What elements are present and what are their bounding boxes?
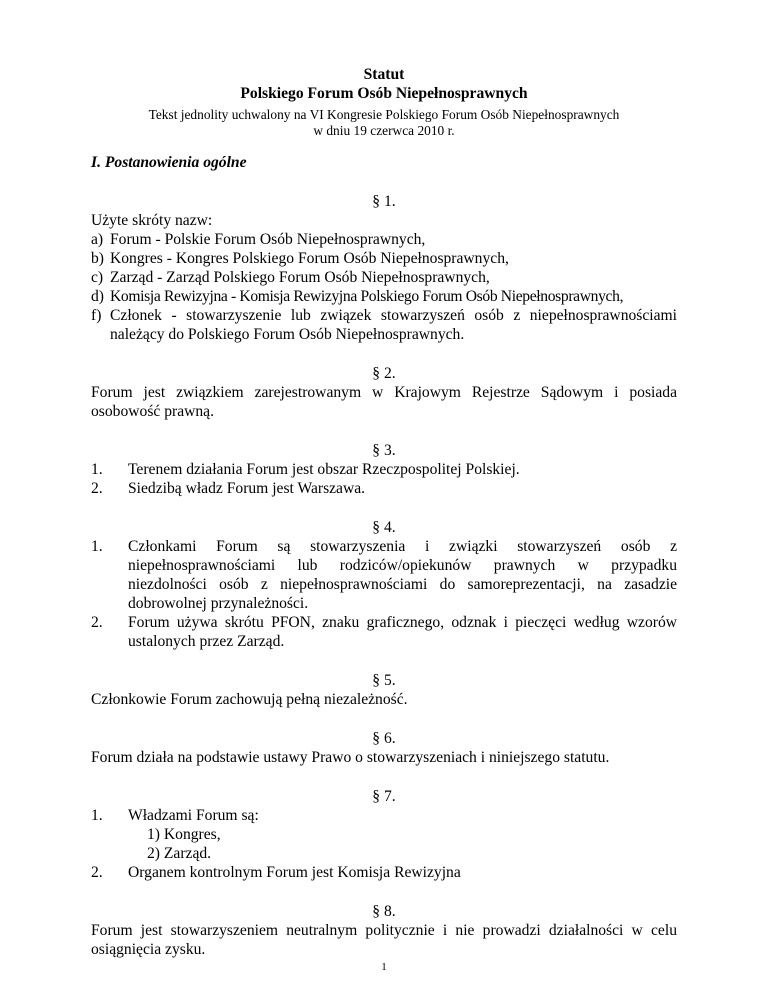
document-subtitle: Polskiego Forum Osób Niepełnosprawnych: [240, 85, 528, 102]
paragraph-4-number: § 4.: [372, 519, 396, 536]
list-item-text: Komisja Rewizyjna - Komisja Rewizyjna Polskiego Forum Osób Niepełnosprawnych,: [110, 288, 624, 305]
list-item-text: Forum używa skrótu PFON, znaku graficznego, odznak i pieczęci według wzorów: [128, 614, 677, 631]
list-label: b): [91, 250, 104, 267]
list-item-text: Członek - stowarzyszenie lub związek stowarzyszeń osób z niepełnosprawnościami: [110, 307, 677, 324]
list-label: f): [91, 307, 102, 324]
paragraph-8-number: § 8.: [372, 903, 396, 920]
list-label: 2.: [91, 864, 103, 881]
list-item-text: Członkami Forum są stowarzyszenia i związki stowarzyszeń osób z: [128, 538, 677, 555]
list-item-text: Organem kontrolnym Forum jest Komisja Rewizyjna: [128, 864, 461, 881]
list-item-text: należący do Polskiego Forum Osób Niepełnosprawnych.: [110, 326, 465, 343]
list-item-text: Kongres - Kongres Polskiego Forum Osób Niepełnosprawnych,: [110, 250, 509, 267]
paragraph-8-text: Forum jest stowarzyszeniem neutralnym politycznie i nie prowadzi działalności w celu: [91, 922, 677, 939]
paragraph-3-number: § 3.: [372, 442, 396, 459]
list-label: d): [91, 288, 104, 305]
list-item-text: ustalonych przez Zarząd.: [128, 633, 285, 650]
paragraph-2-text: osobowość prawną.: [91, 403, 214, 420]
paragraph-2-text: Forum jest związkiem zarejestrowanym w Krajowym Rejestrze Sądowym i posiada: [91, 384, 677, 401]
sub-list-item: 2) Zarząd.: [147, 845, 212, 862]
list-item-text: niepełnosprawnościami lub rodziców/opiekunów prawnych w przypadku: [128, 557, 677, 574]
paragraph-1-number: § 1.: [372, 193, 396, 210]
paragraph-7-number: § 7.: [372, 788, 396, 805]
paragraph-1-intro: Użyte skróty nazw:: [91, 212, 213, 229]
list-label: 1.: [91, 538, 103, 555]
sub-list-item: 1) Kongres,: [147, 826, 221, 843]
list-item-text: dobrowolnej przynależności.: [128, 595, 309, 612]
paragraph-6-text: Forum działa na podstawie ustawy Prawo o stowarzyszeniach i niniejszego statutu.: [91, 749, 610, 766]
adoption-note-line2: w dniu 19 czerwca 2010 r.: [313, 123, 455, 138]
list-item-text: Forum - Polskie Forum Osób Niepełnosprawnych,: [110, 231, 426, 248]
list-label: a): [91, 231, 104, 248]
paragraph-8-text: osiągnięcia zysku.: [91, 941, 206, 958]
paragraph-6-number: § 6.: [372, 730, 396, 747]
list-label: 1.: [91, 807, 103, 824]
list-item-text: Siedzibą władz Forum jest Warszawa.: [128, 480, 366, 497]
document-title: Statut: [363, 66, 405, 83]
paragraph-5-number: § 5.: [372, 672, 396, 689]
list-label: 2.: [91, 480, 103, 497]
list-item-text: niezdolności osób z niepełnosprawnościami do samoreprezentacji, na zasadzie: [128, 576, 677, 593]
page-number: 1: [381, 961, 387, 973]
paragraph-2-number: § 2.: [372, 365, 396, 382]
list-label: c): [91, 269, 104, 286]
section-heading: I. Postanowienia ogólne: [91, 154, 247, 171]
list-item-text: Władzami Forum są:: [128, 807, 259, 824]
list-label: 1.: [91, 461, 103, 478]
list-item-text: Zarząd - Zarząd Polskiego Forum Osób Niepełnosprawnych,: [110, 269, 490, 286]
paragraph-5-text: Członkowie Forum zachowują pełną niezależność.: [91, 691, 408, 708]
adoption-note-line1: Tekst jednolity uchwalony na VI Kongresie Polskiego Forum Osób Niepełnosprawnych: [148, 107, 620, 122]
list-item-text: Terenem działania Forum jest obszar Rzeczpospolitej Polskiej.: [128, 461, 520, 478]
list-label: 2.: [91, 614, 103, 631]
